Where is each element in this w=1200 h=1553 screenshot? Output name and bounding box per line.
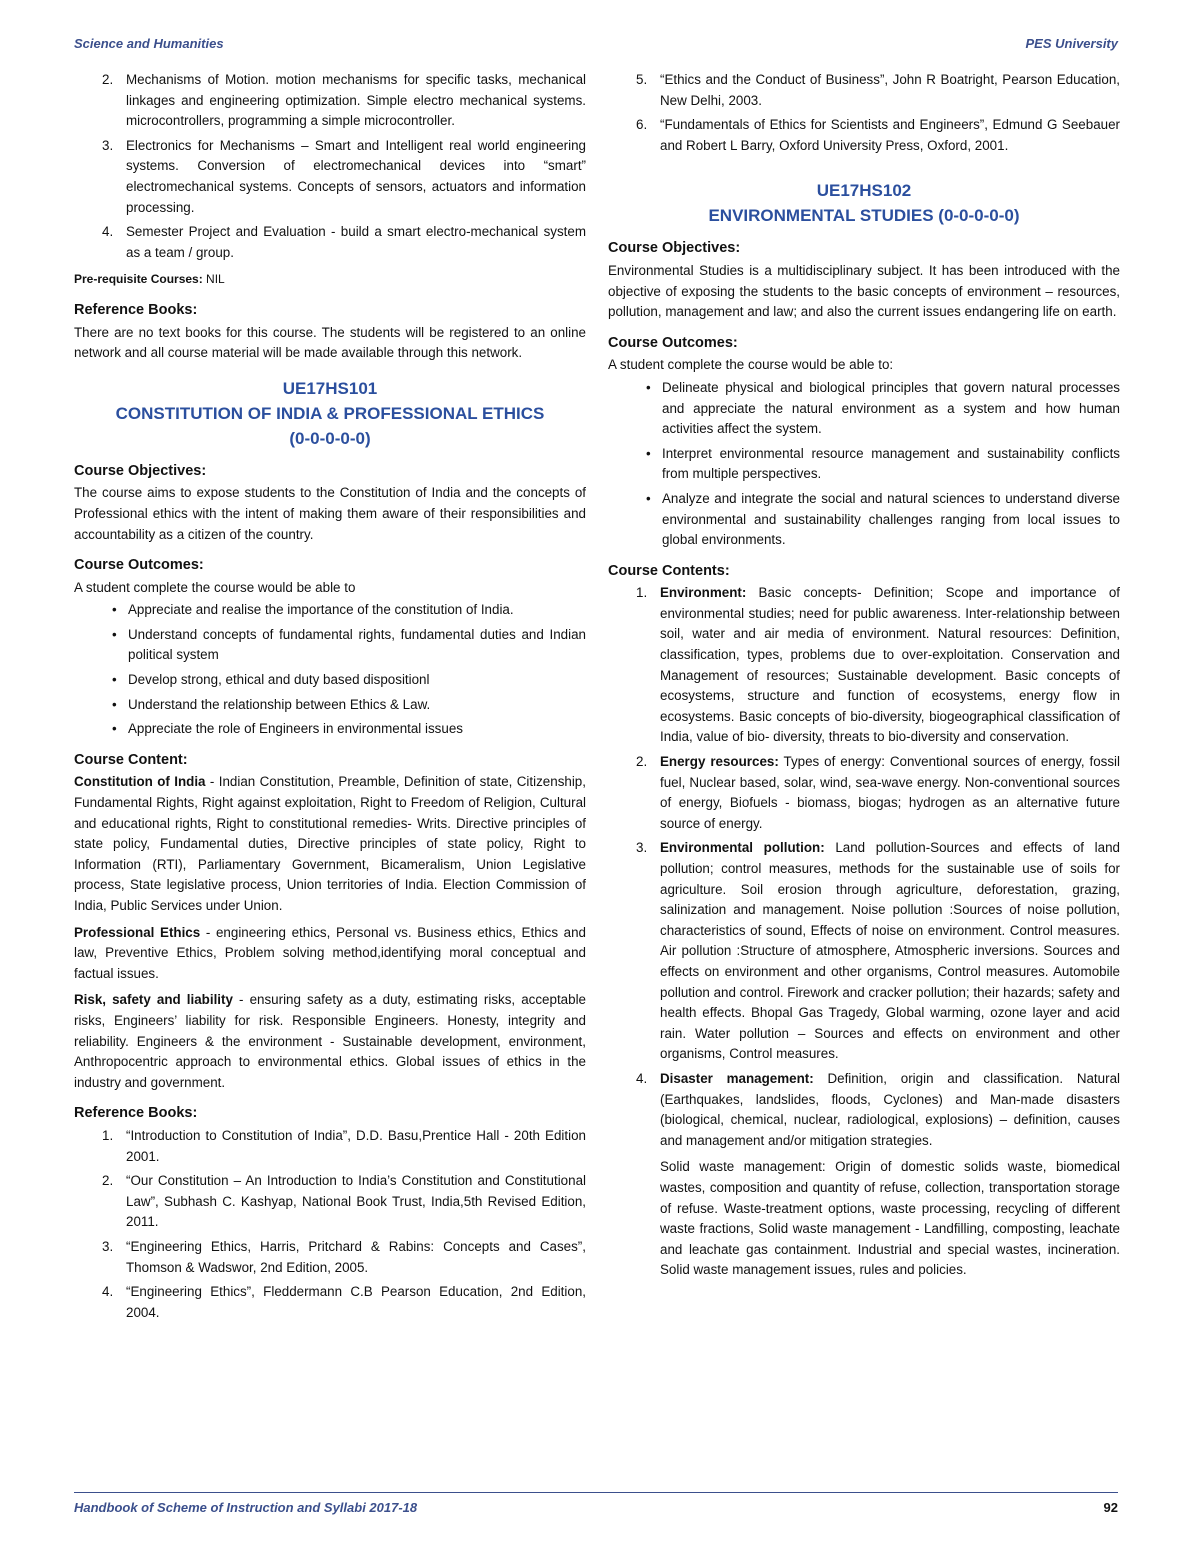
list-item: 2. “Our Constitution – An Introduction to India’s Constitution and Constitutional Law”, Subhash C. Kashyap, National Book Trust, India,5th Revised Edition, 2011. bbox=[102, 1173, 586, 1230]
list-item: 1. “Introduction to Constitution of India”, D.D. Basu,Prentice Hall - 20th Edition 2001. bbox=[102, 1127, 586, 1164]
course-content-heading: Course Content: bbox=[74, 751, 188, 768]
course-title: ENVIRONMENTAL STUDIES (0-0-0-0-0) bbox=[708, 206, 1020, 226]
list-item: • Understand the relationship between Ethics & Law. bbox=[74, 695, 586, 716]
course-title: CONSTITUTION OF INDIA & PROFESSIONAL ETHICS bbox=[115, 403, 545, 423]
list-item: • Appreciate and realise the importance of the constitution of India. bbox=[74, 600, 586, 621]
list-item: • Appreciate the role of Engineers in environmental issues bbox=[74, 719, 586, 740]
prerequisite-line: Pre-requisite Courses: NIL bbox=[74, 272, 225, 287]
list-item: 5. “Ethics and the Conduct of Business”, John R Boatright, Pearson Education, New Delhi, 2003. bbox=[636, 72, 1120, 108]
course-title-block bbox=[608, 178, 1120, 228]
footer-rule bbox=[74, 1492, 1118, 1493]
list-item: 4. Disaster management: Definition, origin and classification. Natural (Earthquakes, landslides, floods, Cyclones) and Man-made disasters (biological, chemical, nuclear, radiological, explosions) – definition, causes and management and/or mitigation strategies. bbox=[636, 1070, 1120, 1148]
list-item: 4. “Engineering Ethics”, Fleddermann C.B Pearson Education, 2nd Edition, 2004. bbox=[102, 1284, 586, 1320]
left-column bbox=[74, 70, 586, 1329]
content-paragraph: Risk, safety and liability - ensuring safety as a duty, estimating risks, acceptable risks, Engineers’ liability for risk. Responsible Engineers. Honesty, integrity and reliability. Engineers & the environment - Sustainable development, environment, Anthropocentric approach to environmental ethics. Global issues of ethics in the industry and government. bbox=[74, 992, 586, 1090]
course-outcomes-heading: Course Outcomes: bbox=[608, 334, 738, 351]
course-contents-heading: Course Contents: bbox=[608, 562, 730, 579]
list-item: 6. “Fundamentals of Ethics for Scientists and Engineers”, Edmund G Seebauer and Robert L Barry, Oxford University Press, Oxford, 2001. bbox=[636, 117, 1120, 153]
list-item: 2. Energy resources: Types of energy: Conventional sources of energy, fossil fuel, Nuclear based, solar, wind, sea-wave energy. Non-conventional sources of energy, Biofuels - biomass, biogas; hydrogen as an alternative future source of energy. bbox=[636, 754, 1120, 831]
reference-books-text: There are no text books for this course. The students will be registered to an online network and all course material will be made available through this network. bbox=[74, 324, 586, 361]
course-objectives-text: Environmental Studies is a multidisciplinary subject. It has been introduced with the objective of exposing the students to the basic concepts of environment – resources, pollution, management and law; and also the current issues endangering life on earth. bbox=[608, 262, 1120, 320]
course-contents-list bbox=[608, 583, 1120, 1151]
course-outcomes-list bbox=[608, 378, 1120, 551]
list-item: 3. Environmental pollution: Land pollution-Sources and effects of land pollution; control measures, methods for the sustainable use of soils for agriculture. Soil erosion through agriculture, deforestation, grazing, salinization and management. Noise pollution :Sources of noise pollution, characteristics of sound, Effects of noise on environment. Control measures. Air pollution :Structure of atmosphere, Atmospheric inversions. Sources and effects on environment and other organisms, Control measures. Automobile pollution and control. Firework and cracker pollution; their hazards; safety and health effects. Bhopal Gas Tragedy, Global warming, ozone layer and acid rain. Water pollution – Sources and effects on environment and other organisms, Control measures. bbox=[636, 840, 1120, 1062]
course-objectives-heading: Course Objectives: bbox=[74, 462, 207, 479]
course-outcomes-intro: A student complete the course would be able to bbox=[74, 579, 356, 595]
list-item: 3. “Engineering Ethics, Harris, Pritchard & Rabins: Concepts and Cases”, Thomson & Wadswor, 2nd Edition, 2005. bbox=[102, 1238, 586, 1275]
course-title-block bbox=[74, 376, 586, 451]
mechatronics-content-list bbox=[74, 70, 586, 263]
reference-books-heading-2: Reference Books: bbox=[74, 1105, 198, 1122]
reference-books-list-continued bbox=[608, 70, 1120, 156]
list-item: • Interpret environmental resource management and sustainability conflicts from multiple perspectives. bbox=[608, 444, 1120, 485]
right-column bbox=[608, 70, 1120, 1287]
list-item: • Understand concepts of fundamental rights, fundamental duties and Indian political system bbox=[74, 625, 586, 666]
course-code: UE17HS101 bbox=[282, 378, 378, 398]
course-outcomes-list bbox=[74, 600, 586, 740]
list-item: 2. Mechanisms of Motion. motion mechanisms for specific tasks, mechanical linkages and engineering optimization. Simple electro mechanical systems. microcontrollers, programming a simple microcontroller. bbox=[102, 72, 586, 129]
header-university: PES University bbox=[1025, 36, 1118, 51]
reference-books-heading: Reference Books: bbox=[74, 301, 198, 318]
footer-handbook-title: Handbook of Scheme of Instruction and Syllabi 2017-18 bbox=[74, 1500, 418, 1515]
list-item: • Analyze and integrate the social and natural sciences to understand diverse environmental and sustainability challenges ranging from local issues to global environments. bbox=[608, 489, 1120, 551]
content-paragraph: Constitution of India - Indian Constitution, Preamble, Definition of state, Citizenship, Fundamental Rights, Right against exploitation, Right to Freedom of Religion, Cultural and educational rights, Right to constitutional remedies- Writs. Directive principles of state policy, Fundamental duties, Directive principles of state policy, Right to Information (RTI), Parliamentary Government, Bicameralism, Union Legislative process, State legislative process, Union territories of India. Election Commission of India, Public Services under Union. bbox=[74, 774, 586, 913]
solid-waste-paragraph: Solid waste management: Origin of domestic solids waste, biomedical wastes, composition and quantity of refuse, collection, transportation storage of refuse. Waste-treatment options, waste processing, recycling of different waste fractions, Solid waste management - Landfilling, composting, leachate and leachate gas containment. Industrial and special wastes, incineration. Solid waste management issues, rules and policies. bbox=[660, 1159, 1120, 1278]
content-paragraph: Professional Ethics - engineering ethics, Personal vs. Business ethics, Ethics and law, Preventive Ethics, Problem solving method,identifying moral conceptual and factual issues. bbox=[74, 924, 587, 981]
page-number: 92 bbox=[1103, 1500, 1118, 1515]
list-item: • Delineate physical and biological principles that govern natural processes and appreciate the natural environment as a system and how human activities affect the system. bbox=[608, 378, 1120, 440]
course-code: UE17HS102 bbox=[816, 181, 912, 201]
header-department: Science and Humanities bbox=[74, 36, 224, 51]
course-objectives-text: The course aims to expose students to the Constitution of India and the concepts of Professional ethics with the intent of making them aware of their responsibilities and accountability as a citizen of the country. bbox=[74, 485, 586, 542]
course-credits: (0-0-0-0-0) bbox=[289, 428, 371, 448]
list-item: 1. Environment: Basic concepts- Definition; Scope and importance of environmental studies; need for public awareness. Inter-relationship between soil, water and air media of environment. Natural resources: Definition, classification, types, problems due to over-exploitation. Conservation and Management of resources; Sustainable development. Basic concepts of ecosystems, structure and function of ecosystems, energy flow in ecosystems. Basic concepts of bio-diversity, biogeographical classification of India, value of bio- diversity, threats to bio-diversity and conservation. bbox=[636, 585, 1120, 745]
reference-books-list bbox=[74, 1126, 586, 1323]
course-outcomes-heading: Course Outcomes: bbox=[74, 557, 204, 574]
list-item: 3. Electronics for Mechanisms – Smart and Intelligent real world engineering systems. Conversion of electromechanical devices into “smart” electromechanical systems. Concepts of sensors, actuators and information processing. bbox=[102, 137, 586, 215]
list-item: • Develop strong, ethical and duty based dispositionl bbox=[74, 670, 586, 691]
list-item: 4. Semester Project and Evaluation - build a smart electro-mechanical system as a team / group. bbox=[102, 224, 586, 260]
course-objectives-heading: Course Objectives: bbox=[608, 240, 741, 257]
course-outcomes-intro: A student complete the course would be able to: bbox=[608, 357, 894, 373]
